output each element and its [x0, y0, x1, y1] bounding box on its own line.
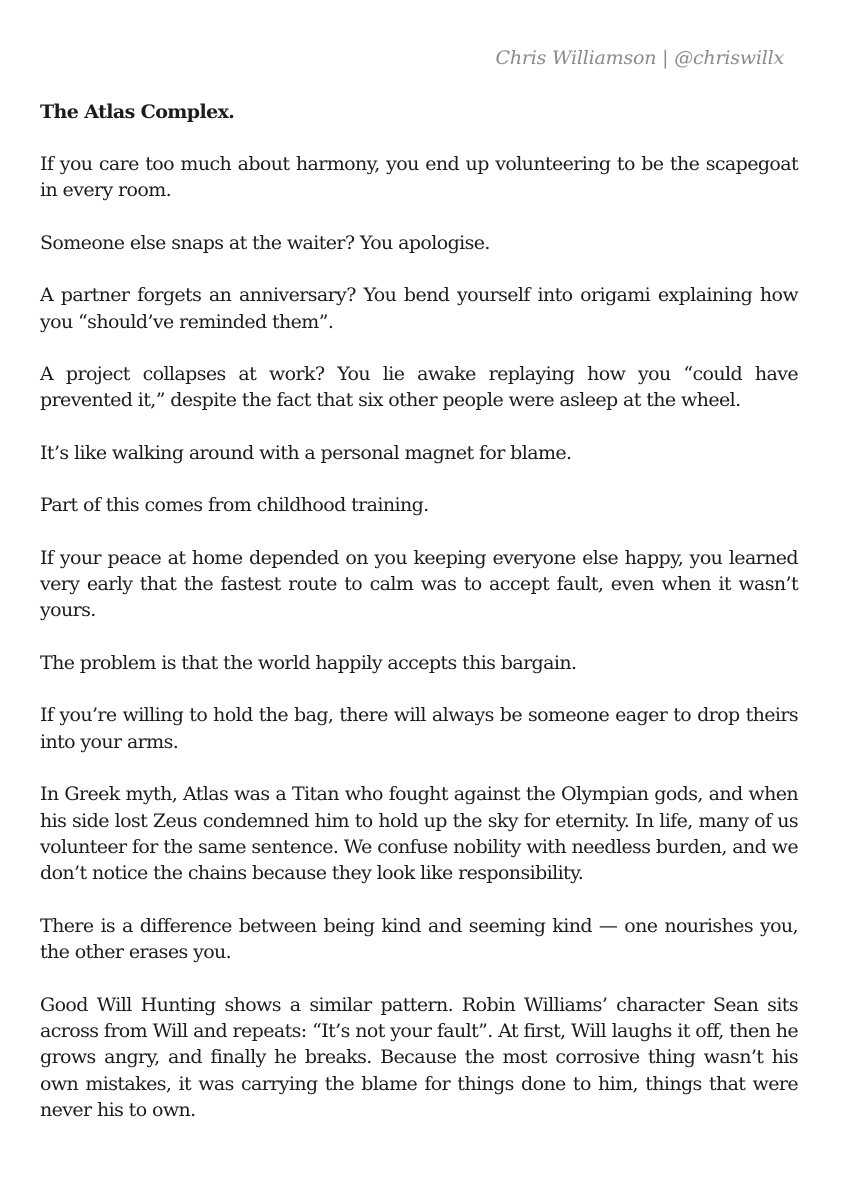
author-byline: Chris Williamson | @chriswillx: [495, 47, 784, 69]
paragraph: A partner forgets an anniversary? You bend yourself into origami explaining how you “should’ve reminded them”.: [40, 284, 798, 333]
document-title: The Atlas Complex.: [40, 101, 235, 123]
paragraph: If you’re willing to hold the bag, there will always be someone eager to drop theirs into your arms.: [40, 704, 798, 753]
paragraph: Part of this comes from childhood training.: [40, 494, 429, 517]
paragraph: In Greek myth, Atlas was a Titan who fought against the Olympian gods, and when his side lost Zeus condemned him to hold up the sky for eternity. In life, many of us volunteer for the same sentence. We confuse nobility with needless burden, and we don’t notice the chains because they look like responsibility.: [40, 783, 798, 885]
paragraph: Someone else snaps at the waiter? You apologise.: [40, 231, 490, 254]
paragraph: There is a difference between being kind and seeming kind — one nourishes you, the other erases you.: [40, 914, 798, 964]
paragraph: A project collapses at work? You lie awake replaying how you “could have prevented it,” despite the fact that six other people were asleep at the wheel.: [40, 363, 798, 412]
paragraph: Good Will Hunting shows a similar pattern. Robin Williams’ character Sean sits across from Will and repeats: “It’s not your fault”. At first, Will laughs it off, then he grows angry, and finally he breaks. Because the most corrosive thing wasn’t his own mistakes, it was carrying the blame for things done to him, things that were never his to own.: [40, 993, 798, 1122]
document-body: [40, 99, 798, 1150]
paragraph: It’s like walking around with a personal magnet for blame.: [40, 441, 572, 464]
paragraph: If you care too much about harmony, you end up volunteering to be the scapegoat in every room.: [40, 153, 798, 202]
paragraph: The problem is that the world happily accepts this bargain.: [40, 651, 577, 674]
paragraph: If your peace at home depended on you keeping everyone else happy, you learned very early that the fastest route to calm was to accept fault, even when it wasn’t yours.: [40, 546, 798, 622]
